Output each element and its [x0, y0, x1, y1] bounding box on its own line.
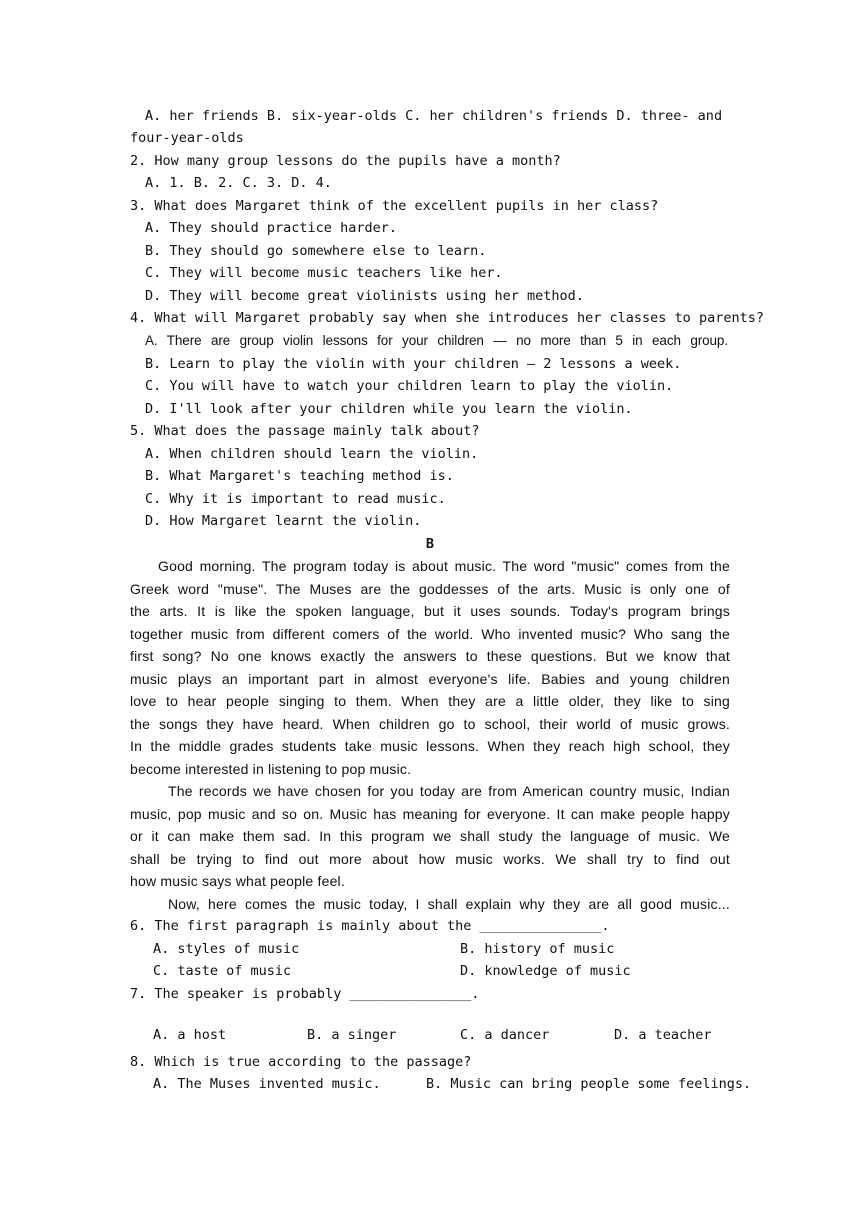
section-heading-b: B	[425, 536, 435, 552]
para1-line-6: music plays an important part in almost everyone's life. Babies and young children	[130, 671, 730, 687]
question-2-options: A. 1. B. 2. C. 3. D. 4.	[145, 175, 332, 191]
question-5-option-c: C. Why it is important to read music.	[145, 491, 446, 507]
question-4-option-a: A. There are group violin lessons for your children — no more than 5 in each group.	[145, 333, 728, 348]
question-7-option-d: D. a teacher	[614, 1027, 712, 1043]
question-4-option-d: D. I'll look after your children while you learn the violin.	[145, 401, 633, 417]
question-4-option-c: C. You will have to watch your children learn to play the violin.	[145, 378, 674, 394]
question-7-option-a: A. a host	[153, 1027, 227, 1043]
question-3: 3. What does Margaret think of the excellent pupils in her class?	[130, 198, 659, 214]
question-6-option-c: C. taste of music	[153, 963, 292, 979]
question-5-option-b: B. What Margaret's teaching method is.	[145, 468, 454, 484]
question-7-option-c: C. a dancer	[460, 1027, 550, 1043]
q1-options-line1: A. her friends B. six-year-olds C. her children's friends D. three- and	[145, 108, 723, 124]
para2-line-3: or it can make them sad. In this program we shall study the language of music. We	[130, 828, 730, 844]
para1-line-8: the songs they have heard. When children go to school, their world of music grows.	[130, 716, 730, 732]
question-5-option-a: A. When children should learn the violin.	[145, 446, 479, 462]
para1-line-7: love to hear people singing to them. When they are a little older, they like to sing	[130, 693, 730, 709]
question-3-option-a: A. They should practice harder.	[145, 220, 397, 236]
para1-line-1: Good morning. The program today is about music. The word "music" comes from the	[158, 558, 730, 574]
para1-line-3: the arts. It is like the spoken language, but it uses sounds. Today's program brings	[130, 603, 730, 619]
question-3-option-c: C. They will become music teachers like her.	[145, 265, 503, 281]
para1-line-4: together music from different comers of the world. Who invented music? Who sang the	[130, 626, 730, 642]
question-3-option-b: B. They should go somewhere else to learn.	[145, 243, 487, 259]
para1-line-2: Greek word "muse". The Muses are the goddesses of the arts. Music is only one of	[130, 581, 730, 597]
para1-line-9: In the middle grades students take music lessons. When they reach high school, they	[130, 738, 730, 754]
question-7: 7. The speaker is probably _______________.	[130, 986, 480, 1002]
question-6-option-b: B. history of music	[460, 941, 615, 957]
question-4: 4. What will Margaret probably say when she introduces her classes to parents?	[130, 310, 764, 326]
question-2: 2. How many group lessons do the pupils have a month?	[130, 153, 561, 169]
question-6-option-d: D. knowledge of music	[460, 963, 631, 979]
para2-line-5: how music says what people feel.	[130, 873, 345, 889]
para1-line-5: first song? No one knows exactly the answers to these questions. But we know that	[130, 648, 730, 664]
question-7-option-b: B. a singer	[307, 1027, 397, 1043]
para2-line-1: The records we have chosen for you today are from American country music, Indian	[168, 783, 730, 799]
question-8: 8. Which is true according to the passage?	[130, 1054, 472, 1070]
question-5-option-d: D. How Margaret learnt the violin.	[145, 513, 422, 529]
question-3-option-d: D. They will become great violinists using her method.	[145, 288, 584, 304]
para2-line-2: music, pop music and so on. Music has meaning for everyone. It can make people happy	[130, 806, 730, 822]
question-8-option-a: A. The Muses invented music.	[153, 1076, 381, 1092]
question-8-option-b: B. Music can bring people some feelings.	[426, 1076, 752, 1092]
para1-line-10: become interested in listening to pop music.	[130, 761, 412, 777]
question-6-option-a: A. styles of music	[153, 941, 300, 957]
question-4-option-b: B. Learn to play the violin with your children — 2 lessons a week.	[145, 356, 682, 372]
question-6: 6. The first paragraph is mainly about the _______________.	[130, 918, 610, 934]
q1-options-line2: four-year-olds	[130, 130, 244, 146]
question-5: 5. What does the passage mainly talk about?	[130, 423, 480, 439]
para3-line: Now, here comes the music today, I shall explain why they are all good music...	[168, 896, 730, 912]
para2-line-4: shall be trying to find out more about how music works. We shall try to find out	[130, 851, 730, 867]
